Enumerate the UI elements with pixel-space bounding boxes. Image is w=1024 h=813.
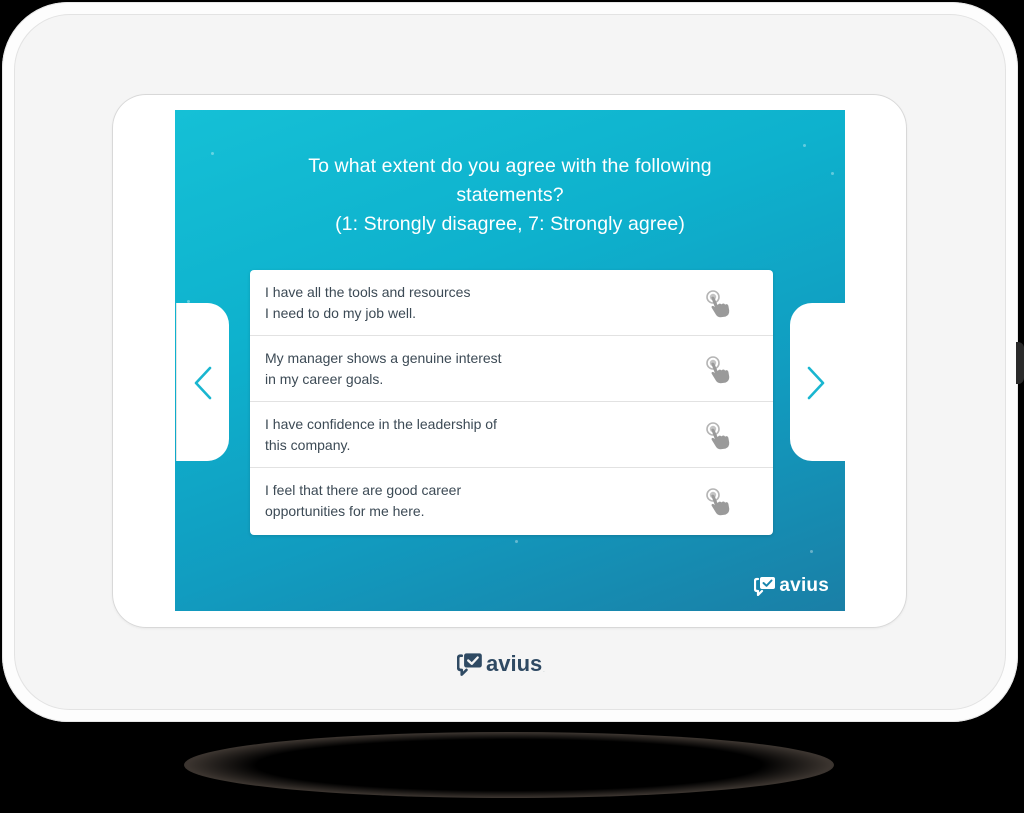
tap-hand-icon [705, 422, 731, 450]
device-side-button [1016, 342, 1024, 384]
survey-question [235, 152, 785, 239]
statement-text [265, 414, 497, 455]
question-scale-hint: (1: Strongly disagree, 7: Strongly agree) [335, 213, 685, 235]
avius-chat-check-icon [754, 576, 776, 596]
statement-line: this company. [265, 436, 351, 453]
statement-row[interactable] [250, 336, 773, 402]
avius-chat-check-icon [457, 652, 483, 676]
tap-hand-icon [705, 488, 731, 516]
statement-line: I feel that there are good career [265, 482, 462, 498]
statement-line: My manager shows a genuine interest [265, 350, 502, 366]
next-button[interactable] [790, 303, 845, 461]
background-sparkle [831, 172, 834, 175]
statement-text [265, 282, 470, 323]
statement-line: opportunities for me here. [265, 502, 425, 519]
statement-row[interactable] [250, 468, 773, 534]
tap-hand-icon [705, 290, 731, 318]
device-logo-mark: . [543, 668, 545, 674]
background-sparkle [810, 550, 813, 553]
chevron-right-icon [806, 366, 826, 400]
statement-list [250, 270, 773, 535]
statement-line: in my career goals. [265, 370, 384, 387]
previous-button[interactable] [177, 303, 229, 461]
device-logo-wordmark: avius [486, 651, 543, 676]
question-line: To what extent do you agree with the following [308, 155, 712, 177]
statement-line: I need to do my job well. [265, 304, 416, 321]
statement-text [265, 480, 461, 521]
tap-hand-icon [705, 356, 731, 384]
statement-row[interactable] [250, 402, 773, 468]
statement-line: I have confidence in the leadership of [265, 416, 497, 432]
question-line: statements? [456, 184, 564, 206]
background-sparkle [211, 152, 214, 155]
chevron-left-icon [193, 366, 213, 400]
screen-brand-logo [754, 575, 829, 597]
survey-screen [175, 110, 845, 611]
device-floor-shadow [184, 732, 834, 798]
screen-logo-wordmark: avius [779, 575, 829, 596]
statement-row[interactable] [250, 270, 773, 336]
background-sparkle [803, 144, 806, 147]
device-brand-logo [457, 651, 545, 677]
statement-line: I have all the tools and resources [265, 284, 471, 300]
statement-text [265, 348, 502, 389]
background-sparkle [515, 540, 518, 543]
